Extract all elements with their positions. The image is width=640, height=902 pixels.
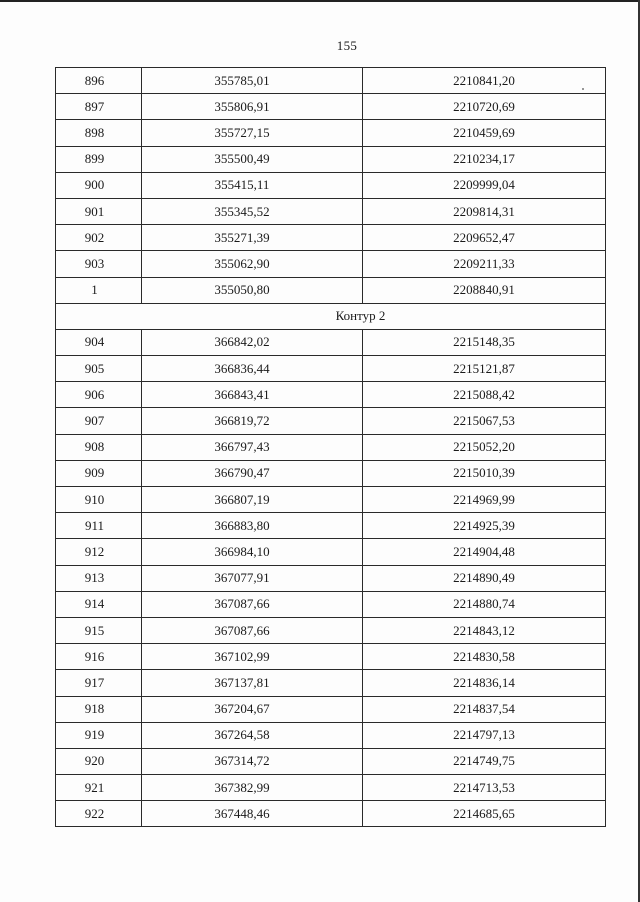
y-coordinate-cell: 2214925,39 [363, 513, 606, 539]
table-row [56, 225, 606, 251]
y-coordinate-cell: 2209999,04 [363, 172, 606, 198]
table-row [56, 68, 606, 94]
x-coordinate-cell: 366819,72 [142, 408, 363, 434]
y-coordinate-cell: 2214685,65 [363, 801, 606, 827]
section-title-contour-2: Контур 2 [56, 303, 606, 329]
x-coordinate-cell: 355415,11 [142, 172, 363, 198]
table-row [56, 460, 606, 486]
x-coordinate-cell: 366843,41 [142, 382, 363, 408]
x-coordinate-cell: 366883,80 [142, 513, 363, 539]
y-coordinate-cell: 2215088,42 [363, 382, 606, 408]
point-number-cell: 911 [56, 513, 142, 539]
point-number-cell: 1 [56, 277, 142, 303]
x-coordinate-cell: 366797,43 [142, 434, 363, 460]
y-coordinate-cell: 2214713,53 [363, 775, 606, 801]
table-row [56, 356, 606, 382]
x-coordinate-cell: 367137,81 [142, 670, 363, 696]
x-coordinate-cell: 355271,39 [142, 225, 363, 251]
point-number-cell: 917 [56, 670, 142, 696]
point-number-cell: 912 [56, 539, 142, 565]
y-coordinate-cell: 2209814,31 [363, 198, 606, 224]
point-number-cell: 902 [56, 225, 142, 251]
coordinates-table-wrapper [55, 67, 605, 827]
point-number-cell: 901 [56, 198, 142, 224]
table-row [56, 329, 606, 355]
point-number-cell: 922 [56, 801, 142, 827]
table-row [56, 722, 606, 748]
point-number-cell: 906 [56, 382, 142, 408]
x-coordinate-cell: 366790,47 [142, 460, 363, 486]
table-row [56, 644, 606, 670]
y-coordinate-cell: 2215121,87 [363, 356, 606, 382]
table-body-contour-1 [56, 68, 606, 304]
point-number-cell: 904 [56, 329, 142, 355]
point-number-cell: 903 [56, 251, 142, 277]
y-coordinate-cell: 2210459,69 [363, 120, 606, 146]
y-coordinate-cell: 2210234,17 [363, 146, 606, 172]
table-row [56, 670, 606, 696]
point-number-cell: 921 [56, 775, 142, 801]
x-coordinate-cell: 355806,91 [142, 94, 363, 120]
point-number-cell: 913 [56, 565, 142, 591]
x-coordinate-cell: 366836,44 [142, 356, 363, 382]
table-row [56, 146, 606, 172]
x-coordinate-cell: 355500,49 [142, 146, 363, 172]
table-row [56, 198, 606, 224]
x-coordinate-cell: 367448,46 [142, 801, 363, 827]
table-row [56, 748, 606, 774]
point-number-cell: 896 [56, 68, 142, 94]
table-row [56, 801, 606, 827]
x-coordinate-cell: 367087,66 [142, 617, 363, 643]
y-coordinate-cell: 2214880,74 [363, 591, 606, 617]
table-row [56, 487, 606, 513]
table-row [56, 251, 606, 277]
table-row [56, 565, 606, 591]
y-coordinate-cell: 2214830,58 [363, 644, 606, 670]
table-row [56, 120, 606, 146]
x-coordinate-cell: 367087,66 [142, 591, 363, 617]
point-number-cell: 915 [56, 617, 142, 643]
table-row [56, 277, 606, 303]
point-number-cell: 908 [56, 434, 142, 460]
x-coordinate-cell: 367382,99 [142, 775, 363, 801]
point-number-cell: 905 [56, 356, 142, 382]
point-number-cell: 920 [56, 748, 142, 774]
y-coordinate-cell: 2215067,53 [363, 408, 606, 434]
table-row [56, 696, 606, 722]
table-row [56, 617, 606, 643]
y-coordinate-cell: 2214837,54 [363, 696, 606, 722]
y-coordinate-cell: 2214890,49 [363, 565, 606, 591]
y-coordinate-cell: 2214836,14 [363, 670, 606, 696]
scan-edge-top [0, 0, 640, 2]
y-coordinate-cell: 2210841,20 [363, 68, 606, 94]
section-row [56, 303, 606, 329]
table-row [56, 434, 606, 460]
y-coordinate-cell: 2209211,33 [363, 251, 606, 277]
y-coordinate-cell: 2214797,13 [363, 722, 606, 748]
x-coordinate-cell: 367102,99 [142, 644, 363, 670]
y-coordinate-cell: 2208840,91 [363, 277, 606, 303]
coordinates-table [55, 67, 606, 827]
point-number-cell: 916 [56, 644, 142, 670]
x-coordinate-cell: 355785,01 [142, 68, 363, 94]
x-coordinate-cell: 355050,80 [142, 277, 363, 303]
x-coordinate-cell: 355727,15 [142, 120, 363, 146]
x-coordinate-cell: 367264,58 [142, 722, 363, 748]
point-number-cell: 918 [56, 696, 142, 722]
y-coordinate-cell: 2215052,20 [363, 434, 606, 460]
page-number: 155 [336, 38, 358, 53]
y-coordinate-cell: 2214904,48 [363, 539, 606, 565]
point-number-cell: 897 [56, 94, 142, 120]
table-row [56, 591, 606, 617]
table-row [56, 94, 606, 120]
point-number-cell: 898 [56, 120, 142, 146]
x-coordinate-cell: 366984,10 [142, 539, 363, 565]
table-row [56, 513, 606, 539]
table-row [56, 172, 606, 198]
point-number-cell: 919 [56, 722, 142, 748]
table-row [56, 775, 606, 801]
y-coordinate-cell: 2215148,35 [363, 329, 606, 355]
point-number-cell: 910 [56, 487, 142, 513]
point-number-cell: 899 [56, 146, 142, 172]
x-coordinate-cell: 366807,19 [142, 487, 363, 513]
y-coordinate-cell: 2214749,75 [363, 748, 606, 774]
point-number-cell: 900 [56, 172, 142, 198]
x-coordinate-cell: 355062,90 [142, 251, 363, 277]
table-section-header [56, 303, 606, 329]
x-coordinate-cell: 367314,72 [142, 748, 363, 774]
y-coordinate-cell: 2214843,12 [363, 617, 606, 643]
table-body-contour-2 [56, 329, 606, 827]
table-row [56, 539, 606, 565]
y-coordinate-cell: 2215010,39 [363, 460, 606, 486]
point-number-cell: 914 [56, 591, 142, 617]
y-coordinate-cell: 2210720,69 [363, 94, 606, 120]
y-coordinate-cell: 2209652,47 [363, 225, 606, 251]
point-number-cell: 907 [56, 408, 142, 434]
table-row [56, 408, 606, 434]
x-coordinate-cell: 367077,91 [142, 565, 363, 591]
point-number-cell: 909 [56, 460, 142, 486]
scan-speck [582, 88, 584, 90]
x-coordinate-cell: 367204,67 [142, 696, 363, 722]
table-row [56, 382, 606, 408]
x-coordinate-cell: 355345,52 [142, 198, 363, 224]
x-coordinate-cell: 366842,02 [142, 329, 363, 355]
y-coordinate-cell: 2214969,99 [363, 487, 606, 513]
